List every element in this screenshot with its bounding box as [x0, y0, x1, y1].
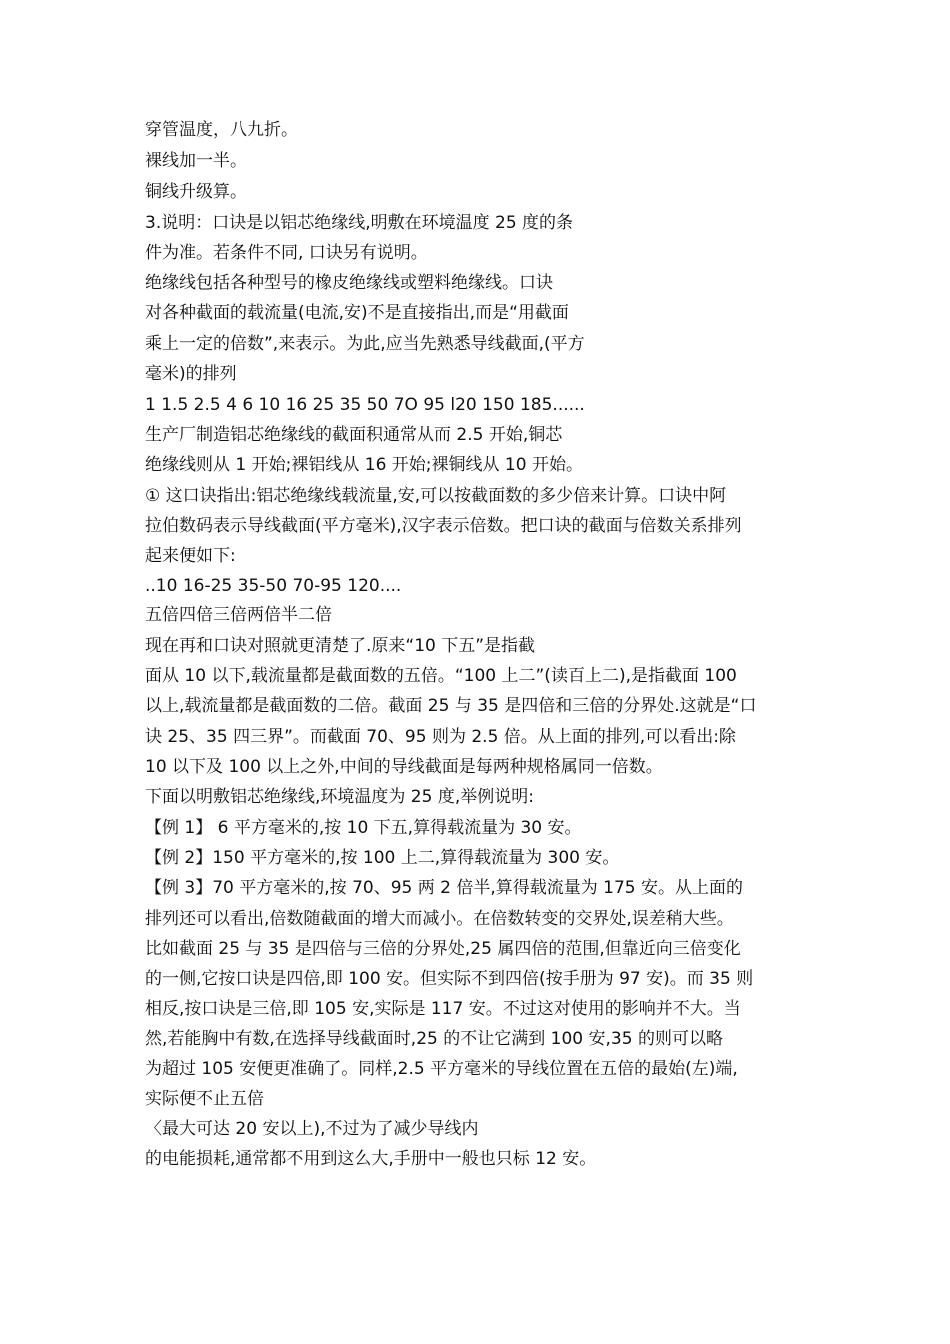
- text-line: 绝缘线包括各种型号的橡皮绝缘线或塑料绝缘线。口诀: [145, 273, 553, 293]
- text-line: 10 以下及 100 以上之外,中间的导线截面是每两种规格属同一倍数。: [145, 757, 663, 777]
- text-line: 排列还可以看出,倍数随截面的增大而减小。在倍数转变的交界处,误差稍大些。: [145, 909, 734, 929]
- text-line: 〈最大可达 20 安以上),不过为了减少导线内: [145, 1119, 479, 1139]
- text-line: 乘上一定的倍数”,来表示。为此,应当先熟悉导线截面,(平方: [145, 334, 585, 354]
- text-line: 【例 2】150 平方毫米的,按 100 上二,算得载流量为 300 安。: [145, 848, 620, 868]
- text-line: 穿管温度，八九折。: [145, 120, 298, 140]
- text-line: 现在再和口诀对照就更清楚了.原来“10 下五”是指截: [145, 636, 536, 656]
- text-line: 毫米)的排列: [145, 364, 237, 384]
- text-line: ..10 16-25 35-50 70-95 120....: [145, 576, 402, 596]
- text-line: 的电能损耗,通常都不用到这么大,手册中一般也只标 12 安。: [145, 1149, 597, 1169]
- text-line: 对各种截面的载流量(电流,安)不是直接指出,而是“用截面: [145, 303, 569, 323]
- text-line: 生产厂制造铝芯绝缘线的截面积通常从而 2.5 开始,铜芯: [145, 425, 563, 445]
- text-line: 五倍四倍三倍两倍半二倍: [145, 605, 332, 625]
- text-line: 的一侧,它按口诀是四倍,即 100 安。但实际不到四倍(按手册为 97 安)。而 35 则: [145, 969, 754, 989]
- text-line: 【例 1】 6 平方毫米的,按 10 下五,算得载流量为 30 安。: [145, 818, 582, 838]
- text-line: 诀 25、35 四三界”。而截面 70、95 则为 2.5 倍。从上面的排列,可以看出:除: [145, 727, 736, 747]
- text-line: 裸线加一半。: [145, 151, 247, 171]
- text-line: 铜线升级算。: [145, 182, 247, 202]
- text-line: 拉伯数码表示导线截面(平方毫米),汉字表示倍数。把口诀的截面与倍数关系排列: [145, 516, 742, 536]
- text-line: 比如截面 25 与 35 是四倍与三倍的分界处,25 属四倍的范围,但靠近向三倍变化: [145, 939, 741, 959]
- text-line: 下面以明敷铝芯绝缘线,环境温度为 25 度,举例说明:: [145, 787, 534, 807]
- text-line: 然,若能胸中有数,在选择导线截面时,25 的不让它满到 100 安,35 的则可以略: [145, 1029, 723, 1049]
- text-line: 实际便不止五倍: [145, 1089, 264, 1109]
- text-line: 起来便如下:: [145, 546, 236, 566]
- text-line: ① 这口诀指出:铝芯绝缘线载流量,安,可以按截面数的多少倍来计算。口诀中阿: [145, 486, 727, 506]
- text-line: 1 1.5 2.5 4 6 10 16 25 35 50 7O 95 l20 150 185......: [145, 395, 585, 415]
- text-line: 相反,按口诀是三倍,即 105 安,实际是 117 安。不过这对使用的影响并不大。当: [145, 999, 741, 1019]
- text-line: 【例 3】70 平方毫米的,按 70、95 两 2 倍半,算得载流量为 175 安。从上面的: [145, 878, 744, 898]
- text-line: 3.说明：口诀是以铝芯绝缘线,明敷在环境温度 25 度的条: [145, 213, 574, 233]
- text-line: 以上,载流量都是截面数的二倍。截面 25 与 35 是四倍和三倍的分界处.这就是“口: [145, 696, 757, 716]
- text-line: 件为准。若条件不同, 口诀另有说明。: [145, 243, 428, 263]
- text-line: 面从 10 以下,载流量都是截面数的五倍。“100 上二”(读百上二),是指截面 100: [145, 666, 737, 686]
- text-line: 为超过 105 安便更准确了。同样,2.5 平方毫米的导线位置在五倍的最始(左)端,: [145, 1059, 738, 1079]
- text-line: 绝缘线则从 1 开始;裸铝线从 16 开始;裸铜线从 10 开始。: [145, 455, 583, 475]
